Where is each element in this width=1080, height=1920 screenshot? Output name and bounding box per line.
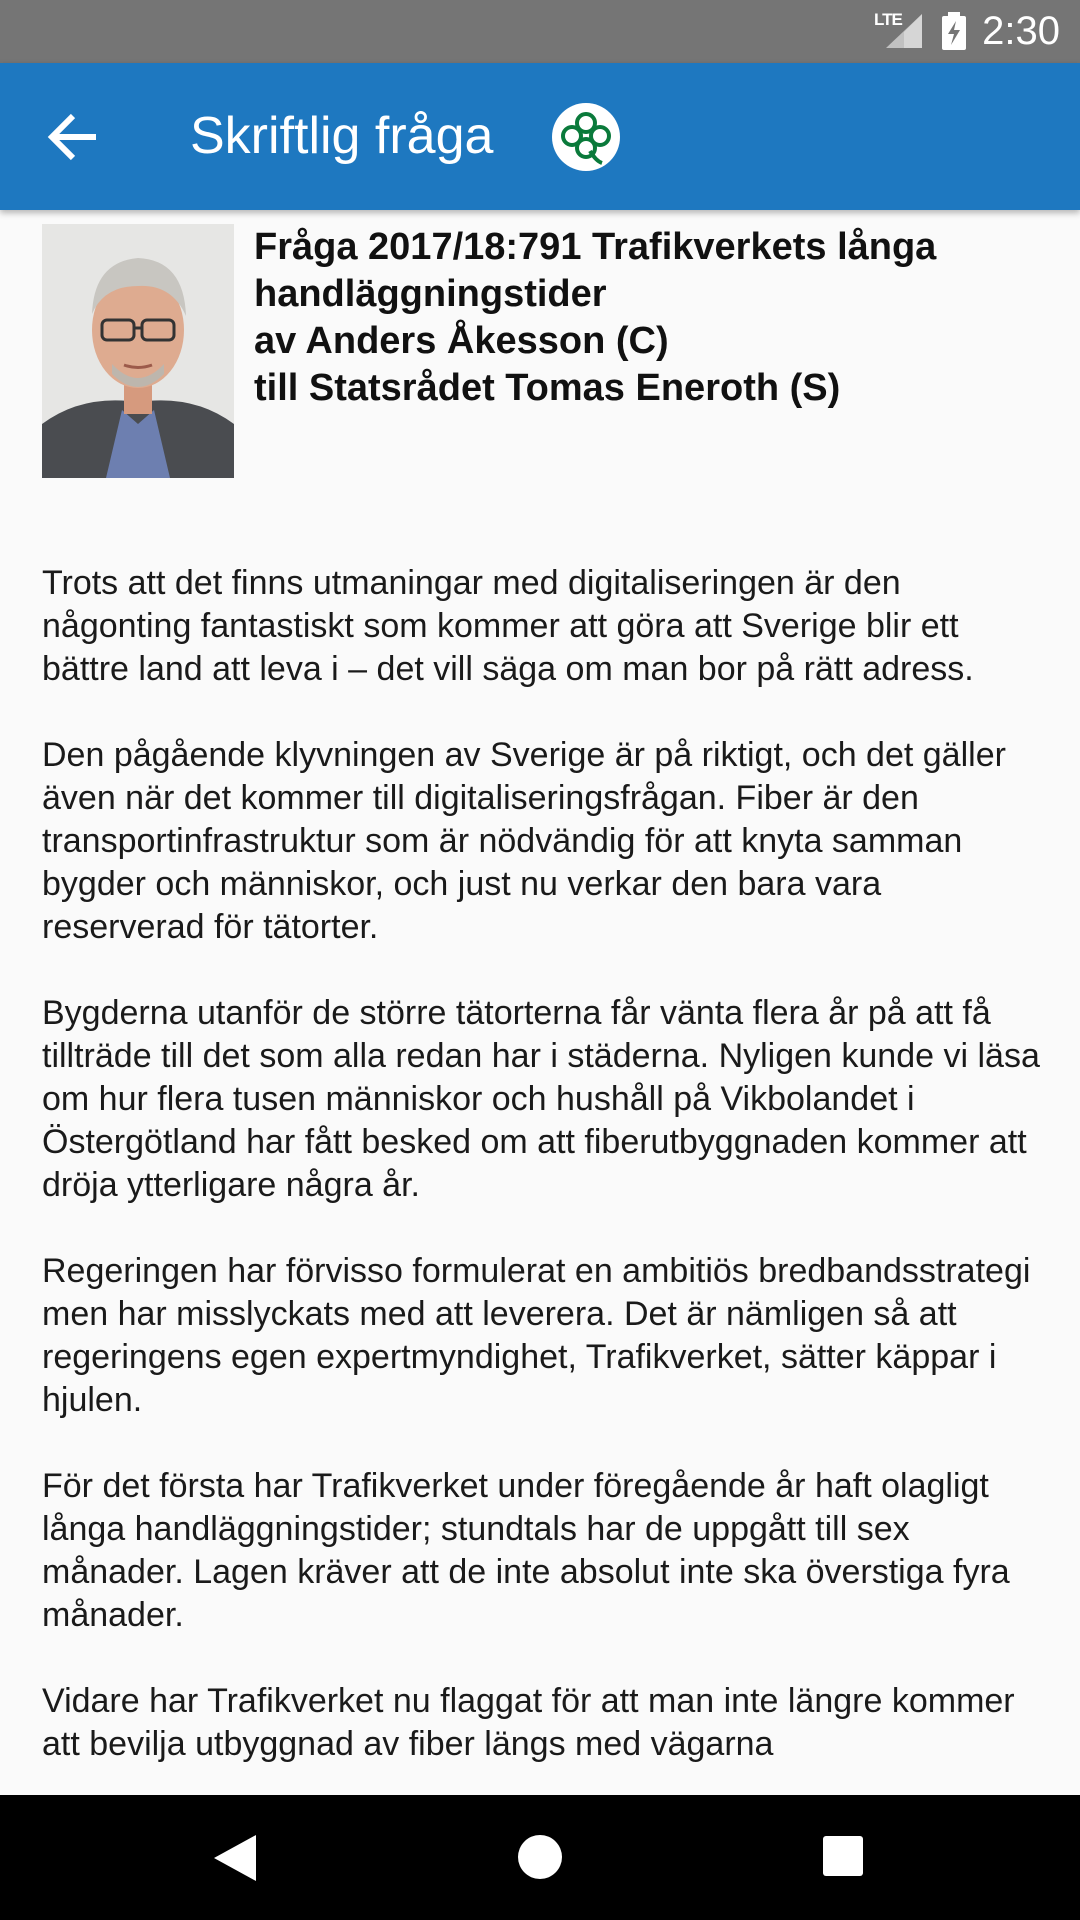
question-content[interactable] xyxy=(0,210,1080,1795)
question-heading xyxy=(254,224,1054,412)
body-paragraph: Den pågående klyvningen av Sverige är på riktigt, och det gäller även när det kommer till digitaliseringsfrågan. Fiber är den transportinfrastruktur som är nödvändig för att knyta samman bygder och människor, och just nu verkar den bara vara reserverad för tätorter. xyxy=(42,736,1006,946)
battery-charging-icon xyxy=(940,12,968,50)
nav-home-icon[interactable] xyxy=(518,1835,562,1879)
author-portrait xyxy=(42,224,234,478)
app-bar xyxy=(0,63,1080,210)
clock: 2:30 xyxy=(982,9,1060,53)
body-paragraph: Trots att det finns utmaningar med digitaliseringen är den någonting fantastiskt som kommer att göra att Sverige blir ett bättre land att leva i – det vill säga om man bor på rätt adress. xyxy=(42,564,974,688)
centerpartiet-clover-logo-icon xyxy=(552,103,620,171)
cell-signal-icon xyxy=(876,12,924,50)
page-title: Skriftlig fråga xyxy=(190,107,494,165)
system-navigation-bar xyxy=(0,1795,1080,1920)
nav-back-icon[interactable] xyxy=(212,1833,258,1883)
body-paragraph: Bygderna utanför de större tätorterna får vänta flera år på att få tillträde till det som alla redan har i städerna. Nyligen kunde vi läsa om hur flera tusen människor och hushåll på Vikbolandet i Östergötland har fått besked om att fiberutbyggnaden kommer att dröja ytterligare några år. xyxy=(42,994,1040,1204)
question-author: av Anders Åkesson (C) xyxy=(254,320,669,362)
question-recipient: till Statsrådet Tomas Eneroth (S) xyxy=(254,367,841,409)
body-paragraph: För det första har Trafikverket under föregående år haft olagligt långa handläggningstider; stundtals har de uppgått till sex månader. Lagen kräver att de inte absolut inte ska överstiga fyra månader. xyxy=(42,1467,1010,1634)
body-paragraph: Vidare har Trafikverket nu flaggat för att man inte längre kommer att bevilja utbyggnad av fiber längs med vägarna xyxy=(42,1682,1015,1763)
question-title-line-2: handläggningstider xyxy=(254,273,607,315)
author-portrait-image xyxy=(42,224,234,478)
network-type-label: LTE xyxy=(874,10,902,29)
question-title-line-1: Fråga 2017/18:791 Trafikverkets långa xyxy=(254,226,937,268)
status-bar xyxy=(0,0,1080,63)
nav-recents-icon[interactable] xyxy=(823,1836,863,1876)
back-arrow-icon[interactable] xyxy=(44,110,104,164)
question-body xyxy=(42,562,1052,1795)
body-paragraph: Regeringen har förvisso formulerat en ambitiös bredbandsstrategi men har misslyckats med att leverera. Det är nämligen så att regeringens egen expertmyndighet, Trafikverket, sätter käppar i hjulen. xyxy=(42,1252,1031,1419)
